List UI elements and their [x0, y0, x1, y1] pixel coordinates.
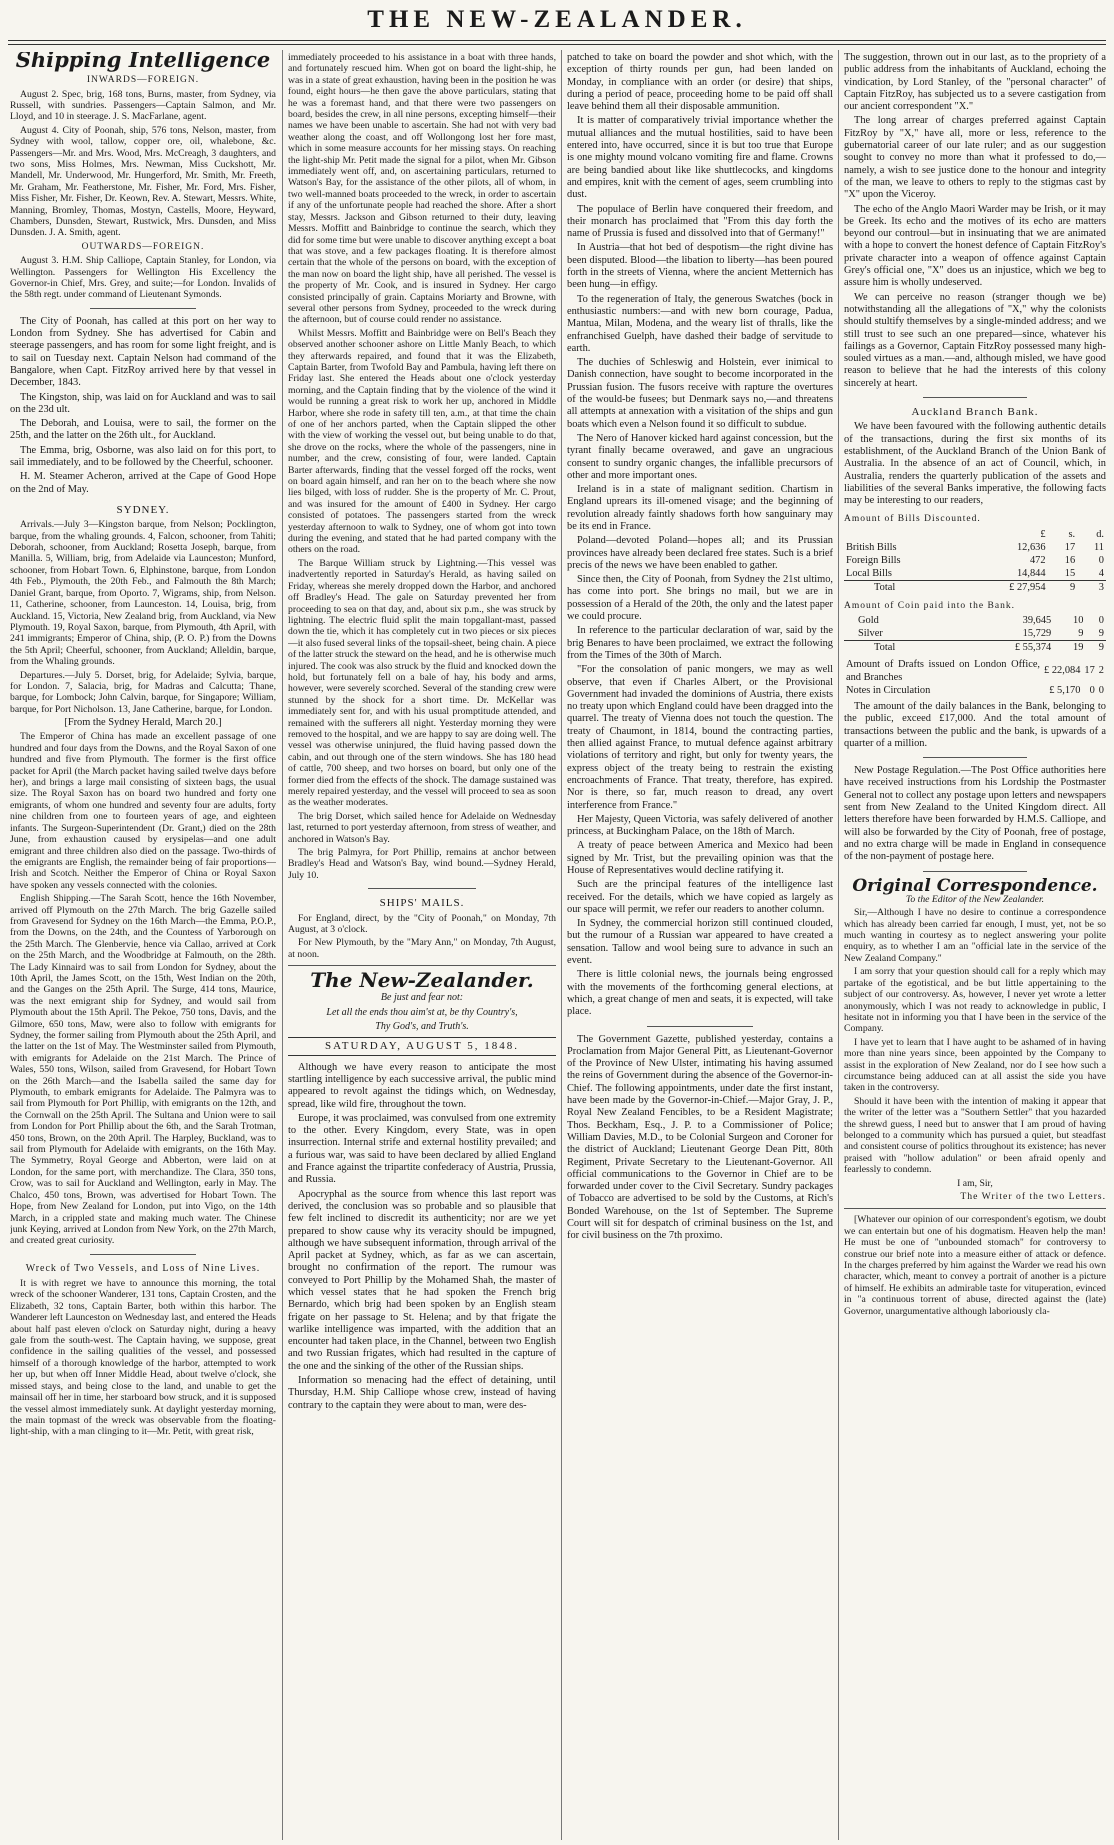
column-2: [288, 52, 556, 1840]
column-rule: [561, 50, 562, 1840]
row-pence: 9: [1098, 627, 1104, 639]
paragraph: The brig Palmyra, for Port Phillip, remains at anchor between Bradley's Head and Watson's Bay, wind bound.—Sydney Herald, July 10.: [288, 847, 556, 881]
paragraph: I am sorry that your question should call for a reply which may partake of the egotistical, and be but little appertaining to the subject of our controversy. As, however, I never yet wrote a letter anonymously, which I was not ready to acknowledge in public, I hesitate not in informing you that I have been in the service of the Company.: [844, 966, 1106, 1035]
divider: [288, 965, 556, 966]
table-row: [844, 627, 1106, 641]
sydney-heading: SYDNEY.: [116, 503, 170, 516]
correspondence-heading: Original Correspondence.: [852, 875, 1098, 896]
divider: [90, 1254, 196, 1255]
divider: [647, 1026, 753, 1027]
motto-line: Thy God's, and Truth's.: [375, 1021, 469, 1033]
paragraph: In Sydney, the commercial horizon still continued clouded, but the rumour of a Russian war appeared to have created a sensation. Tallow and wool being sure to advance in such an event.: [567, 918, 833, 967]
coin-label: Amount of Coin paid into the Bank.: [844, 600, 1015, 611]
masthead-rule: [8, 40, 1106, 41]
row-shillings: 17: [1064, 541, 1076, 553]
total-shillings: 19: [1053, 640, 1085, 654]
signature: The Writer of the two Letters.: [960, 1191, 1106, 1202]
paragraph: The Barque William struck by Lightning.—This vessel was inadvertently reported in Saturday's Herald, as having sailed on Friday, whereas she merely dropped down the Harbor, and anchored off Bradley's Head. The gale on Saturday prevented her from proceeding to sea on that day, and, about six p.m., she was struck by lightning. The electric fluid split the main topgallant-mast, passed down the tie, which it has completely cut in two pieces or six pieces—it also fused several links of the topsail-sheet, being chain. A piece of the latter struck the steward on the head, and he is otherwise much injured. The cook was also struck by the fluid and knocked down the hold, but fortunately fell on a bale of hay, his body and arms, however, were severely scorched. Several of the standing crew were stunned by the shock for a short time. Dr. McKellar was immediately sent for, and with his usual promptitude attended, and remained with the sufferers all night. Yesterday morning they were removed to the hospital, and we are happy to say are doing well. The vessel was otherwise uninjured, the fluid having passed down the cabin, and out through one of the stern windows. She has 180 head of cattle, 700 sheep, and two horses on board, but only one of the former died from the effects of the shock. The damage sustained was merely repaired yesterday, and the vessel will proceed to sea as soon as the weather moderates.: [288, 557, 556, 809]
masthead-rule-2: [8, 44, 1106, 45]
divider: [368, 888, 475, 889]
paragraph: The populace of Berlin have conquered their freedom, and their monarch has proclaimed that "From this day forth the name of Prussia is fused and dissolved into that of Germany!": [567, 203, 833, 240]
paragraph: There is little colonial news, the journals being engrossed with the movements of the forthcoming general elections, at which, a great change of men and seats, it is expected, will take place.: [567, 969, 833, 1018]
paragraph: The Government Gazette, published yesterday, contains a Proclamation from Major General Pitt, as Lieutenant-Governor of the Province of New Ulster, intimating his having assumed the reins of Government during the absence of the Governor-in-Chief. The following appointments, under date the first instant, have been made by the Governor-in-Chief.—Major Gray, J. P., Royal New Zealand Fencibles, to be a Resident Magistrate; Thos. Beckham, Esq., J. P. to a Commissioner of Police; William Davies, M.D., to be Colonial Surgeon and Coroner for the district of Auckland; Lieutenant George Dean Pitt, 80th Regiment, Private Secretary to the Lieutenant-Governor. All official communications to the Governor in Chief are to be forwarded under cover to the Civil Secretary. Sundry packages of Tobacco are advertised to be sold by the Customs, at Rich's Bonded Warehouse, on the 1st of September. The Supreme Court will sit for despatch of criminal business on the 1st, and for civil business on the 7th proximo.: [567, 1033, 833, 1242]
column-rule: [282, 50, 283, 1840]
row-pence: 0: [1098, 684, 1104, 696]
paragraph: The brig Dorset, which sailed hence for Adelaide on Wednesday last, returned to port yesterday afternoon, from stress of weather, and anchored in Watson's Bay.: [288, 810, 556, 845]
row-pence: 2: [1098, 665, 1104, 677]
row-pence: 0: [1098, 614, 1104, 626]
row-label: Foreign Bills: [846, 554, 901, 566]
paragraph: English Shipping.—The Sarah Scott, hence the 16th November, arrived off Plymouth on the 27th March. The brig Gazelle sailed from Gravesend for Sydney on the 16th March—the Emma, P.O.P., from the Downs, on the 24th, and the Countess of Yarborough on the 25th March. The Glenbervie, hence via Callao, arrived at Cork on the 25th March, and the Woodbridge at Falmouth, on the 28th. The Lady Kinnaird was to sail from London for Sydney, about the 10th April, the James Scott, on the 15th, West Indian on the 20th, and the Ganges on the 25th April. The Surge, 414 tons, Maurice, was the next emigrant ship for Sydney, and would sail from Plymouth about the 15th April. The Pekoe, 750 tons, Davis, and the Gilmore, 650 tons, Maw, were also to follow with emigrants for Sydney, the former sailing from Plymouth about the 25th April, and the latter on the 1st of May. The Westminster sailed from Plymouth, with emigrants for Adelaide on the 21st March. The Prince of Wales, 550 tons, Wilson, sailed from Gravesend, for Hobart Town on the 26th March—and the Isabella sailed the same day for Plymouth, to embark emigrants for Adelaide. The Palmyra was to sail from Plymouth for Port Phillip, with emigrants on the 12th, and the Cornwall on the 25th April. The Sultana and Union were to sail from London for Port Phillip about the 6th, and the Sarah Trotman, 450 tons, Brown, on the 20th April. The Harpley, Buckland, was to sail from Plymouth for Adelaide with emigrants, on the 16th May. The Symmetry, Royal George and Abberton, were laid on at London, for the same port, with merchandize. The Clara, 350 tons, Crow, was to sail for Auckland and Wellington, early in May. The Chalco, 450 tons, Brown, was advertised for Hobart Town. The Hope, from New Zealand for London, put into Vigo, on the 14th March, in a crippled state and making much water. The Chinese junk Keying, arrived at London from New York, on the 27th March, and created great curiosity.: [10, 893, 276, 1247]
paragraph: immediately proceeded to his assistance in a boat with three hands, and fortunately rescued him. When got on board the light-ship, he was in a state of great exhaustion, having been in the position he was found, eight hours—he then gave the above particulars, stating that he was a foremast hand, and that there were two passengers on board, besides the crew, in all nine persons, excepting himself—their names we have been unable to ascertain. She had not with very bad weather along the coast, and off Wollongong lost her fore mast, which in some measure accounts for her missing stays. On reaching the light-ship Mr. Petit made the signal for a pilot, when Mr. Gibson immediately went off, and, on ascertaining particulars, returned to Watson's Bay, for the assistance of the other pilots, all of whom, in two well-manned boats proceeded to the wreck, in order to ascertain if any of the unfortunate people had reached the shore. After a short stay, Messrs. Jackson and Gibson returned to their duty, leaving Messrs. Moffitt and Bainbridge to continue the search, which they did for some time but were unable to discover anything except a boat that was stove, and a few packages floating. It is therefore almost certain that the whole of the persons on board, with the exception of the man now on board the light ship, have all perished. The vessel is the property of Mr. Cook, and is insured in Sydney. Her cargo consisted principally of grain. Captains Moriarty and Browne, with several other persons from Sydney, proceeded to the wreck during the afternoon, but of course could render no assistance.: [288, 52, 556, 326]
paragraph: The suggestion, thrown out in our last, as to the propriety of a public address from the inhabitants of Auckland, echoing the vindication, by Lord Stanley, of the "personal character" of Captain FitzRoy, has subjected us to a severe castigation from our ancient correspondent "X.": [844, 52, 1106, 113]
inwards-label: INWARDS—FOREIGN.: [86, 75, 200, 86]
paragraph: The amount of the daily balances in the Bank, belonging to the public, exceed £17,000. And the total amount of transactions between the public and the bank, is upwards of a quarter of a million.: [844, 700, 1106, 749]
row-pounds: £ 22,084: [1044, 665, 1081, 677]
paragraph: Europe, it was proclaimed, was convulsed from one extremity to the other. Every Kingdom, every State, was in open insurrection. Internal strife and external hostility prevailed; and a furious war, was said to have been declared by allied England and France against the tripartite confederacy of Austria, Prussia, and Russia.: [288, 1112, 556, 1186]
paragraph: We have been favoured with the following authentic details of the transactions, during the first six months of its establishment, of the Auckland Branch of the Union Bank of Australia. In the absence of an act of Council, which, in Australia, renders the quarterly publication of the assets and liabilities of the several Banks imperative, the following facts may be interesting to our readers,: [844, 421, 1106, 507]
paragraph: August 2. Spec, brig, 168 tons, Burns, master, from Sydney, via Russell, with sundries. Passengers—Captain Salmon, and Mr. Lloyd, and 10 in steerage. J. S. MacFarlane, agent.: [10, 88, 276, 123]
paragraph: I have yet to learn that I have aught to be ashamed of in having more than nine years since, been appointed by the Company to assist in the exploration of New Zealand, nor do I see how such a circumstance being adduced can at all assist the side you have taken in the controversy.: [844, 1036, 1106, 1094]
row-pence: 11: [1093, 541, 1104, 553]
table-row: [844, 658, 1106, 684]
paragraph: Such are the principal features of the intelligence last received. For the details, which we have copied as largely as our space will permit, we refer our readers to another column.: [567, 879, 833, 915]
row-label: Silver: [858, 627, 883, 639]
row-pounds: 472: [1029, 554, 1046, 566]
paragraph: H. M. Steamer Acheron, arrived at the Cape of Good Hope on the 2nd of May.: [10, 471, 276, 495]
paragraph: Whilst Messrs. Moffitt and Bainbridge were on Bell's Beach they observed another schooner ashore on Little Manly Beach, to which they afterwards repaired, and found that it was the Elizabeth, Captain Barter, from Twofold Bay and Pambula, having left there on Friday last. She entered the Heads about one o'clock yesterday morning, and the Captain finding that by the violence of the wind it would be running a great risk to work her up, anchored in Middle Harbor, where she rode in safety till ten, a.m., at that time the chain of one of her anchors parted, when the Captain slipped the other with the view of working the vessel out, but being unable to do that, she drove on the rocks, where the whole of the passengers, nine in number, and the crew, consisting of four, were landed. Captain Barter afterwards, finding that the vessel forged off the rocks, went on board again himself, and ran her on to the beach where she now lies bilged, with loss of rudder. She is the property of Mr. C. Prout, and was insured for the amount of £400 in Sydney. Her cargo consisted of potatoes. The passengers started from the wreck yesterday afternoon to walk to Sydney, one of whom got into town during the evening, and stated that he had parted company with the others on the road.: [288, 327, 556, 556]
divider: [923, 757, 1028, 758]
bills-label: Amount of Bills Discounted.: [844, 514, 981, 525]
paragraph: A treaty of peace between America and Mexico had been signed by Mr. Trist, but the prevailing opinion was that the House of Representatives would decline ratifying it.: [567, 840, 833, 876]
paragraph: August 3. H.M. Ship Calliope, Captain Stanley, for London, via Wellington. Passengers for Wellington His Excellency the Governor-in Chief, Mrs. Grey, and suite;—for London. Invalids of the 58th regt. under command of Lieutenant Symonds.: [10, 255, 276, 301]
total-label: Total: [844, 640, 963, 654]
row-label: Local Bills: [846, 567, 892, 579]
currency-header-row: [844, 528, 1106, 541]
paragraph: The Kingston, ship, was laid on for Auckland and was to sail on the 23d ult.: [10, 391, 276, 415]
mails-heading: SHIPS' MAILS.: [379, 897, 465, 910]
column-rule: [838, 50, 839, 1840]
total-pence: 3: [1077, 580, 1106, 594]
paper-title: The New-Zealander.: [310, 968, 534, 993]
row-shillings: 10: [1073, 614, 1084, 626]
paragraph: The Deborah, and Louisa, were to sail, the former on the 25th, and the latter on the 26th ult., for Auckland.: [10, 418, 276, 442]
total-label: Total: [844, 580, 964, 594]
paragraph: Should it have been with the intention of making it appear that the writer of the letter was a "Southern Settler" that you hazarded the shrewd guess, I need but to answer that I am proud of having belonged to a community which has pursued a quiet, but steadfast and consistent course of politics throughout its existence; has never praised with "hollow adulation" or been afraid openly and fearlessly to condemn.: [844, 1095, 1106, 1176]
paragraph: August 4. City of Poonah, ship, 576 tons, Nelson, master, from Sydney with wool, tallow, copper ore, oil, whalebone, &c. Passengers—Mr. and Mrs. Wood, Mrs. McCreagh, 3 daughters, and two sons, Miss Holmes, Mrs. Newman, Miss Cuckshott, Mr. Mandell, Mr. Underwood, Mr. Hungerford, Mr. Smith, Mr. Freeth, Mr. Graham, Mr. Featherstone, Mr. Fisher, Mr. Ford, Mrs. Fisher, Miss Fisher, Mr. Fisher, Dr. Keown, Rev. A. Stewart, Messrs. White, Manning, Bromley, Thomas, Mostyn, Castells, Moore, Heyward, Chambers, Dunsden, Stewart, Rustwick, Mrs. Dunsden, and Miss Dunsden. J. A. Smith, agent.: [10, 124, 276, 239]
row-pence: 4: [1098, 567, 1104, 579]
dateline: SATURDAY, AUGUST 5, 1848.: [288, 1037, 556, 1055]
wreck-heading: Wreck of Two Vessels, and Loss of Nine Lives.: [25, 1262, 261, 1274]
editor-note: [Whatever our opinion of our correspondent's egotism, we doubt we can entertain but one of his dogmatism. Heaven help the man! He must be one of "unbounded stomach" for controversy to construe our brief note into a measure either of attack or defence. In the charges preferred by him against the Warder we read his own character, which, meant to convey a portrait of another is a picture of himself. He exhibits an admirable taste for vituperation, evinced in "a continuous torrent of abuse, directed against the (late) Governor, unargumentative although laboriously cla-: [844, 1214, 1106, 1317]
row-label: Notes in Circulation: [846, 684, 931, 696]
paragraph: Since then, the City of Poonah, from Sydney the 21st ultimo, has come into port. She brings no mail, but we are in possession of a Herald of the 20th, the only and the latest paper we could procure.: [567, 574, 833, 623]
column-4: [844, 52, 1106, 1840]
paragraph: "For the consolation of panic mongers, we may as well observe, that even if Charles Albert, or the Provisional Government had invaded the dominions of Austria, there exists no treaty upon which England could have been dragged into the quarrel. The treaty of Vienna does not touch the question. The treaty of Chaumont, in 1814, bound the contracting parties, then allied against France, to mutual defence against arbitrary violations of territory and right, but only for twenty years, the express object of the treaty being to restrain the existing encroachments of France. That treaty, therefore, has expired. Nor is there, so far, much reason to dread, any overt interference from France.": [567, 664, 833, 811]
paragraph: To the regeneration of Italy, the generous Swatches (bock in enthusiastic numbers:—and with new born courage, Padua, Mantua, Milan, Modena, and the weary list of thralls, like the enfranchised Guelph, have dashed their badge of servitude to earth.: [567, 293, 833, 354]
row-label: Amount of Drafts issued on London Office, and Branches: [846, 658, 1041, 683]
currency-shillings: s.: [1068, 528, 1076, 540]
paragraph: The Emma, brig, Osborne, was also laid on for this port, to sail immediately, and to be followed by the Cheerful, schooner.: [10, 444, 276, 469]
paragraph: For England, direct, by the "City of Poonah," on Monday, 7th August, at 3 o'clock.: [288, 912, 556, 935]
row-shillings: 17: [1084, 665, 1095, 677]
row-pounds: £ 5,170: [1049, 684, 1081, 696]
table-row: [844, 567, 1106, 581]
currency-pence: d.: [1096, 528, 1104, 540]
table-row: [844, 684, 1106, 697]
paragraph: Arrivals.—July 3—Kingston barque, from Nelson; Pocklington, barque, from the whaling grounds. 4, Falcon, schooner, from Tahiti; Deborah, schooner, from Auckland; Rosetta Joseph, barque, from Manilla. 5, William, brig, from Adelaide via Launceston; Munford, schooner, from Hobart Town. 6, Elphinstone, barque, from London 4th Feb., Plymouth, the 20th Feb., and Falmouth the 8th March; Daniel Grant, barque, from Oporto. 7, Wigrams, ship, from Nelson. 11, Catherine, schooner, from Launceston. 14, Louisa, brig, from Auckland. 15, Victoria, New Zealand brig, from Auckland, via New Plymouth. 19, Royal Saxon, barque, from Plymouth, 4th April, with 241 immigrants; Emperor of China, ship, (P. O. P.) from the Downs the 5th April; Cheerful, schooner, from Auckland; Alleldin, barque, from the Whaling grounds.: [10, 519, 276, 668]
paragraph: The echo of the Anglo Maori Warder may be Irish, or it may be Greek. Its echo and the motives of its echo are matters beyond our controul—but in insinuating that we are animated with a hope to convert the honest defence of Captain FitzRoy's private character into a weapon of offence against Captain Grey's official one, "X" does us an injustice, which we beg to assure him is wholly undeserved.: [844, 203, 1106, 289]
paragraph: The City of Poonah, has called at this port on her way to London from Sydney. She has advertised for Cabin and steerage passengers, and has room for some light freight, and is to sail on Tuesday next. Captain Nelson had command of the Bangalore, when Capt. FitzRoy arrived here by that vessel in December, 1843.: [10, 315, 276, 389]
row-shillings: 9: [1078, 627, 1084, 639]
paragraph: Information so menacing had the effect of detaining, until Thursday, H.M. Ship Calliope whose crew, instead of having contrary to the captain they were about to man, were des-: [288, 1375, 556, 1411]
row-shillings: 16: [1064, 554, 1076, 566]
motto-line: Let all the ends thou aim'st at, be thy Country's,: [326, 1006, 518, 1018]
paragraph: We can perceive no reason (stranger though we be) notwithstanding all the allegations of "X," why the colonists should stultify themselves by a single-minded address; and we still trust to see such an one prepared—since, whatever his failings as a Governor, Captain FitzRoy possessed many high-souled virtues as a man.—and, although misled, we have good reason to believe that he had the interests of this colony sincerely at heart.: [844, 291, 1106, 389]
motto-line: Be just and fear not:: [380, 992, 464, 1004]
paragraph: For New Plymouth, by the "Mary Ann," on Monday, 7th August, at noon.: [288, 937, 556, 960]
shipping-heading: Shipping Intelligence: [15, 52, 271, 72]
table-row: [844, 614, 1106, 627]
row-pounds: 14,844: [1016, 567, 1046, 579]
drafts-table: [844, 658, 1106, 697]
correspondence-addressee: To the Editor of the New Zealander.: [905, 893, 1045, 905]
table-row: [844, 541, 1106, 554]
paragraph: In reference to the particular declaration of war, said by the brig Benares to have been proclaimed, we extract the following from the Times of the 30th of March.: [567, 625, 833, 661]
coin-table: [844, 614, 1106, 654]
table-row: [844, 554, 1106, 567]
masthead: THE NEW-ZEALANDER.: [367, 6, 747, 33]
paragraph: The duchies of Schleswig and Holstein, ever inimical to Danish connection, have sought to become incorporated in the Prussian fusion. The fusors receive with rapture the overtures of the would-be fusees; but Denmark says no,—and threatens all attempts at annexation with a visitation of the ships and gun boats which even a Nelson found it so difficult to subdue.: [567, 357, 833, 430]
paragraph: Poland—devoted Poland—hopes all; and its Prussian provinces have already been declared free states. Such is a brief precis of the news we have been enabled to gather.: [567, 535, 833, 571]
divider: [844, 1208, 1106, 1209]
row-shillings: 15: [1064, 567, 1076, 579]
paragraph: In Austria—that hot bed of despotism—the right divine has been disputed. Blood—the libation to liberty—has been poured forth in the streets of Vienna, where the ancient Metternich has been hung—in effigy.: [567, 242, 833, 291]
row-pounds: 12,636: [1016, 541, 1046, 553]
row-shillings: 0: [1089, 684, 1095, 696]
total-pounds: £ 55,374: [963, 640, 1053, 654]
total-shillings: 9: [1048, 580, 1078, 594]
total-row: [844, 580, 1106, 594]
paragraph: The Nero of Hanover kicked hard against concession, but the tyrant finally became overawed, and gave an ungracious consent to sundry organic changes, the infallible precursors of other and more important ones.: [567, 432, 833, 481]
closing: I am, Sir,: [957, 1177, 993, 1189]
paragraph: The Emperor of China has made an excellent passage of one hundred and four days from the Downs, and the Royal Saxon of one hundred and five from Plymouth. The former is the first office packet for April (the March packet having sailed twelve days before her), and brings a large mail consisting of sixteen bags, the usual size. The Royal Saxon has on board two hundred and forty one emigrants, of whom one hundred and seventy four are adults, forty nine children from one to fourteen years of age, and eighteen infants. The Surgeon-Superintendent (Dr. Grant,) died on the 28th June, from exhaustion caused by erysipelas—and one adult emigrant and three children also died on the passage. Two-thirds of the emigrants are English, the remainder being of fair proportions—Irish and Scotch. Neither the Emperor of China or Royal Saxon have spoken any vessels connected with the colonies.: [10, 731, 276, 891]
column-3: [567, 52, 833, 1840]
row-pounds: 15,729: [1022, 627, 1052, 639]
paragraph: New Postage Regulation.—The Post Office authorities here have received instructions from his Lordship the Postmaster General not to collect any postage upon letters and newspapers sent from New Zealand to the United Kingdom direct. All letters therefore have been forwarded by H.M.S. Calliope, and will also be forwarded by the City of Poonah, free of postage, and no extra charge will be made in England in consequence of the non-payment of postage here.: [844, 765, 1106, 863]
paragraph: Sir,—Although I have no desire to continue a correspondence which has already been carried far enough, I must, yet, not be so much wanting in courtesy as to neglect answering your polite enquiry, as to whether I am an "official late in the service of the New Zealand Company.": [844, 907, 1106, 964]
bank-heading: Auckland Branch Bank.: [911, 406, 1039, 419]
column-1: [10, 52, 276, 1840]
source-note: [From the Sydney Herald, March 20.]: [64, 717, 222, 729]
total-row: [844, 640, 1106, 654]
bills-table: [844, 528, 1106, 594]
paragraph: Although we have every reason to anticipate the most startling intelligence by each successive arrival, the public mind appeared to revolt against the tidings which, on Wednesday, spread, like wild fire, throughout the town.: [288, 1061, 556, 1110]
total-pence: 9: [1085, 640, 1106, 654]
paragraph: The long arrear of charges preferred against Captain FitzRoy by "X," have all, more or less, reference to the gubernatorial career of our late ruler; and as our suggestion sought to convey no more than what it professed to do,—namely, a wish to see justice done to the honour and integrity of the man, we leave to others to reply to the stigmas cast by "X" upon the Viceroy.: [844, 115, 1106, 201]
divider: [923, 397, 1028, 398]
divider: [90, 308, 196, 309]
row-label: British Bills: [846, 541, 897, 553]
paragraph: Her Majesty, Queen Victoria, was safely delivered of another princess, at Buckingham Palace, on the 18th of March.: [567, 813, 833, 838]
total-pounds: £ 27,954: [964, 580, 1047, 594]
row-pence: 0: [1098, 554, 1104, 566]
paragraph: Departures.—July 5. Dorset, brig, for Adelaide; Sylvia, barque, for London. 7, Salacia, brig, for Madras and Calcutta; Thane, barque, for Lombock; John Calvin, barque, for Singapore; William, barque, for Port Nicholson. 13, Jane Catherine, barque, for London.: [10, 669, 276, 715]
paragraph: Apocryphal as the source from whence this last report was derived, the conclusion was so probable and so plausible that few felt inclined to discredit its authenticity; nor are we yet prepared to show cause why its veracity should be impugned, although we have subsequent information, through arrival of the April packet at Sydney, which, as far as we can ascertain, brought no confirmation of the report. The rumour was conveyed to Port Phillip by the Mohamed Shah, the master of which vessel states that he had spoken the French brig Bernardo, which brig had been spoken by an English steam frigate on her passage to St. Helena; and by that frigate the warlike intelligence was imparted, with the addition that an encounter had taken place, in the Channel, between two English and two Russian frigates, which had resulted in the capture of the one and the sinking of the other of the Russian ships.: [288, 1188, 556, 1372]
paragraph: It is with regret we have to announce this morning, the total wreck of the schooner Wanderer, 131 tons, Captain Crosten, and the Elizabeth, 32 tons, Captain Barter, both within this harbor. The Wanderer left Launceston on Wednesday last, and entered the Heads about half past eleven o'clock on Saturday night, during a heavy gale from the south-west. The Captain having, we suppose, great confidence in the sailing qualities of the vessel, and possessed himself of a thorough knowledge of the harbor, attempted to work her up, but when off Inner Middle Head, about twelve o'clock, she missed stays, and being close to the land, and unable to get the mainsail off her in time, her starboard bow struck, and it is supposed the vessel almost immediately sunk. At daylight yesterday morning, the main topmast of the wreck was observable from the floating-light-ship, with a man clinging to it—Mr. Petit, with great risk,: [10, 1278, 276, 1438]
paragraph: It is matter of comparatively trivial importance whether the mutual alliances and the mutual hostilities, said to have been entered into, have occurred, since it is but too true that Europe is one mighty mound volcano vomiting fire and flame. Crowns are being bandied about like like shuttlecocks, and kingdoms and empires, knit with the cement of ages, seem crumbling into dust.: [567, 115, 833, 201]
divider: [923, 871, 1028, 872]
paragraph: Ireland is in a state of malignant sedition. Chartism in England uprears its ill-omened visage; and the beginning of revolution already faintly shadows forth how sanguinary may be its end in France.: [567, 484, 833, 532]
currency-pounds: £: [1040, 528, 1046, 540]
row-pounds: 39,645: [1022, 614, 1052, 626]
row-label: Gold: [858, 614, 879, 626]
paragraph: patched to take on board the powder and shot which, with the exception of thirty rounds per gun, had been landed on Monday, in compliance with an order (or desire) that ships, during a period of peace, proceeding home to be paid off shall leave behind them all their disposable ammunition.: [567, 52, 833, 113]
outwards-label: OUTWARDS—FOREIGN.: [81, 241, 205, 252]
